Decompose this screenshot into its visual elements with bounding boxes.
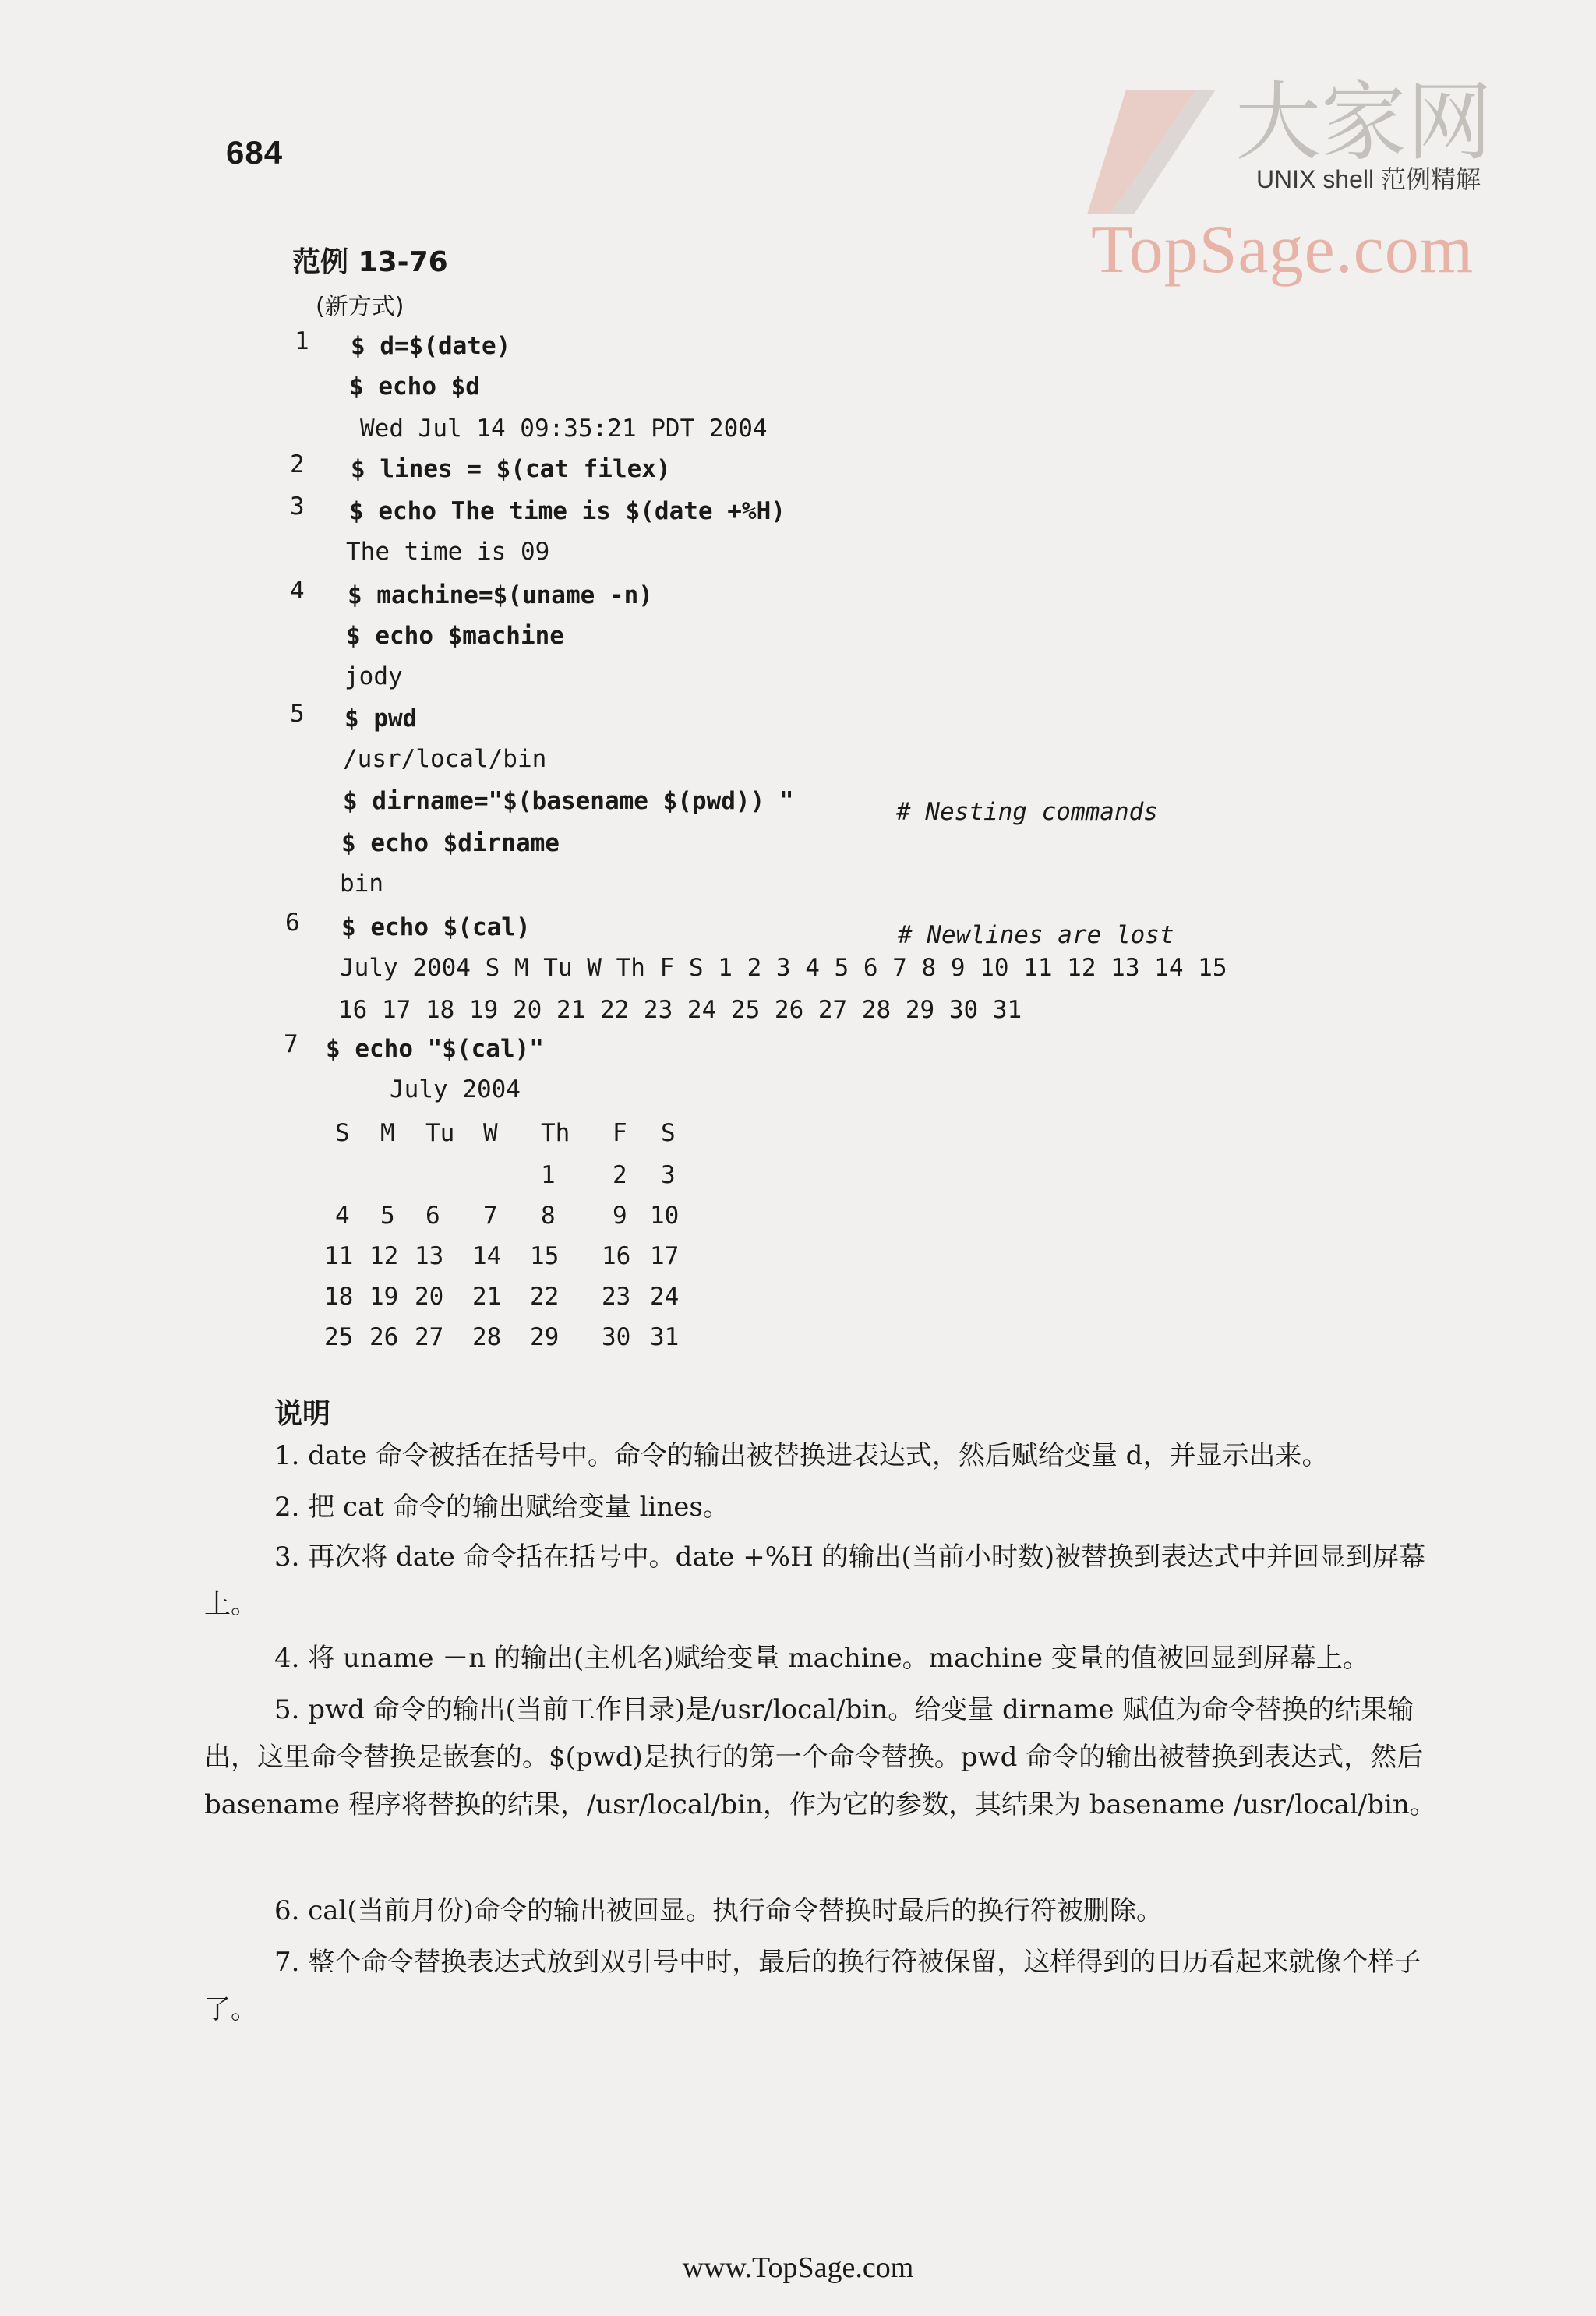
book-title: UNIX shell 范例精解 [1255, 165, 1481, 193]
calendar-day: 4 [335, 1202, 350, 1230]
code-line: $ echo The time is $(date +%H) [349, 497, 786, 525]
example-subtitle: (新方式) [316, 293, 404, 320]
explanation-paragraph: 4. 将 uname －n 的输出(主机名)赋给变量 machine。machine 变量的值被回显到屏幕上。 [274, 1643, 1369, 1674]
calendar-day: 28 [472, 1323, 502, 1351]
code-line: jody [344, 662, 403, 690]
explanation-paragraph: 3. 再次将 date 命令括在括号中。date +%H 的输出(当前小时数)被替换到表达式中并回显到屏幕上。 [204, 1541, 1426, 1620]
code-line: $ echo "$(cal)" [326, 1035, 544, 1063]
code-line: $ machine=$(uname -n) [348, 581, 653, 609]
watermark-site: TopSage.com [1091, 212, 1474, 288]
line-number: 6 [285, 909, 300, 937]
calendar-day: 9 [613, 1202, 627, 1230]
code-line: /usr/local/bin [343, 745, 547, 773]
code-line: $ d=$(date) [351, 332, 511, 360]
calendar-day: 6 [425, 1202, 440, 1230]
calendar-day: 16 [602, 1242, 631, 1270]
calendar-day: 30 [602, 1323, 631, 1351]
calendar-day: 20 [415, 1283, 444, 1311]
calendar-day: 27 [415, 1323, 444, 1351]
calendar-day: 3 [661, 1161, 676, 1189]
calendar-day: 15 [530, 1242, 560, 1270]
calendar-day: 25 [324, 1323, 354, 1351]
explanation-paragraph: 1. date 命令被括在括号中。命令的输出被替换进表达式，然后赋给变量 d，并显示出来。 [274, 1440, 1329, 1471]
calendar-day-header: S [335, 1119, 350, 1147]
code-line: July 2004 S M Tu W Th F S 1 2 3 4 5 6 7 8 9 10 11 12 13 14 15 [340, 954, 1227, 982]
calendar-day: 19 [369, 1283, 399, 1311]
code-comment: # Nesting commands [896, 798, 1158, 826]
calendar-day: 18 [324, 1283, 354, 1311]
code-line: Wed Jul 14 09:35:21 PDT 2004 [360, 415, 768, 443]
calendar-day: 5 [380, 1202, 395, 1230]
code-line: $ echo $dirname [341, 829, 560, 857]
code-comment: # Newlines are lost [898, 921, 1174, 949]
code-line: $ pwd [344, 704, 418, 733]
calendar-day: 1 [541, 1161, 556, 1189]
line-number: 3 [290, 493, 305, 521]
calendar-day: 12 [369, 1242, 399, 1270]
calendar-day: 14 [472, 1242, 502, 1270]
explanation-paragraph: 5. pwd 命令的输出(当前工作目录)是/usr/local/bin。给变量 dirname 赋值为命令替换的结果输出，这里命令替换是嵌套的。$(pwd)是执行的第一个命令替换。pwd 命令的输出被替换到表达式，然后 basename 程序将替换的结果，/usr/local/bin，作为它的参数，其结果为 basename /usr/local/bin。 [204, 1694, 1436, 1820]
calendar-day-header: S [661, 1119, 676, 1147]
calendar-day: 10 [650, 1202, 680, 1230]
code-line: $ echo $machine [346, 622, 564, 650]
line-number: 2 [290, 450, 305, 478]
example-title: 范例 13-76 [292, 246, 448, 278]
calendar-day-header: M [380, 1119, 395, 1147]
calendar-day: 29 [530, 1323, 560, 1351]
code-line: $ echo $d [349, 372, 480, 401]
calendar-day: 11 [324, 1242, 354, 1270]
explanation-heading: 说明 [274, 1398, 331, 1430]
calendar-day: 2 [613, 1161, 627, 1189]
calendar-day: 21 [472, 1283, 502, 1311]
calendar-day: 22 [530, 1283, 560, 1311]
calendar-day: 26 [369, 1323, 399, 1351]
code-line: $ echo $(cal) [341, 913, 531, 941]
calendar-day-header: W [483, 1119, 498, 1147]
calendar-day: 8 [541, 1202, 556, 1230]
calendar-day: 17 [650, 1242, 680, 1270]
line-number: 5 [290, 700, 305, 728]
explanation-paragraph: 2. 把 cat 命令的输出赋给变量 lines。 [274, 1492, 729, 1523]
calendar-day: 31 [650, 1323, 680, 1351]
calendar-day-header: Tu [425, 1119, 455, 1147]
code-line: bin [340, 870, 383, 898]
code-line: $ lines = $(cat filex) [351, 455, 671, 483]
calendar-day: 23 [602, 1283, 631, 1311]
line-number: 7 [284, 1030, 298, 1058]
calendar-month: July 2004 [390, 1075, 521, 1103]
explanation-paragraph: 6. cal(当前月份)命令的输出被回显。执行命令替换时最后的换行符被删除。 [274, 1895, 1163, 1926]
calendar-day-header: F [613, 1119, 627, 1147]
code-line: $ dirname="$(basename $(pwd)) " [343, 787, 794, 815]
calendar-day: 24 [650, 1283, 680, 1311]
footer-url: www.TopSage.com [682, 2251, 914, 2284]
svg-text:大家网: 大家网 [1235, 72, 1492, 172]
explanation-paragraph: 7. 整个命令替换表达式放到双引号中时，最后的换行符被保留，这样得到的日历看起来就像个样子了。 [204, 1947, 1421, 2025]
calendar-day: 7 [483, 1202, 498, 1230]
line-number: 1 [295, 327, 309, 355]
calendar-day: 13 [415, 1242, 444, 1270]
code-line: 16 17 18 19 20 21 22 23 24 25 26 27 28 29 30 31 [338, 996, 1022, 1024]
line-number: 4 [290, 577, 305, 605]
page-number: 684 [226, 134, 284, 171]
code-line: The time is 09 [346, 538, 550, 566]
calendar-day-header: Th [541, 1119, 570, 1147]
